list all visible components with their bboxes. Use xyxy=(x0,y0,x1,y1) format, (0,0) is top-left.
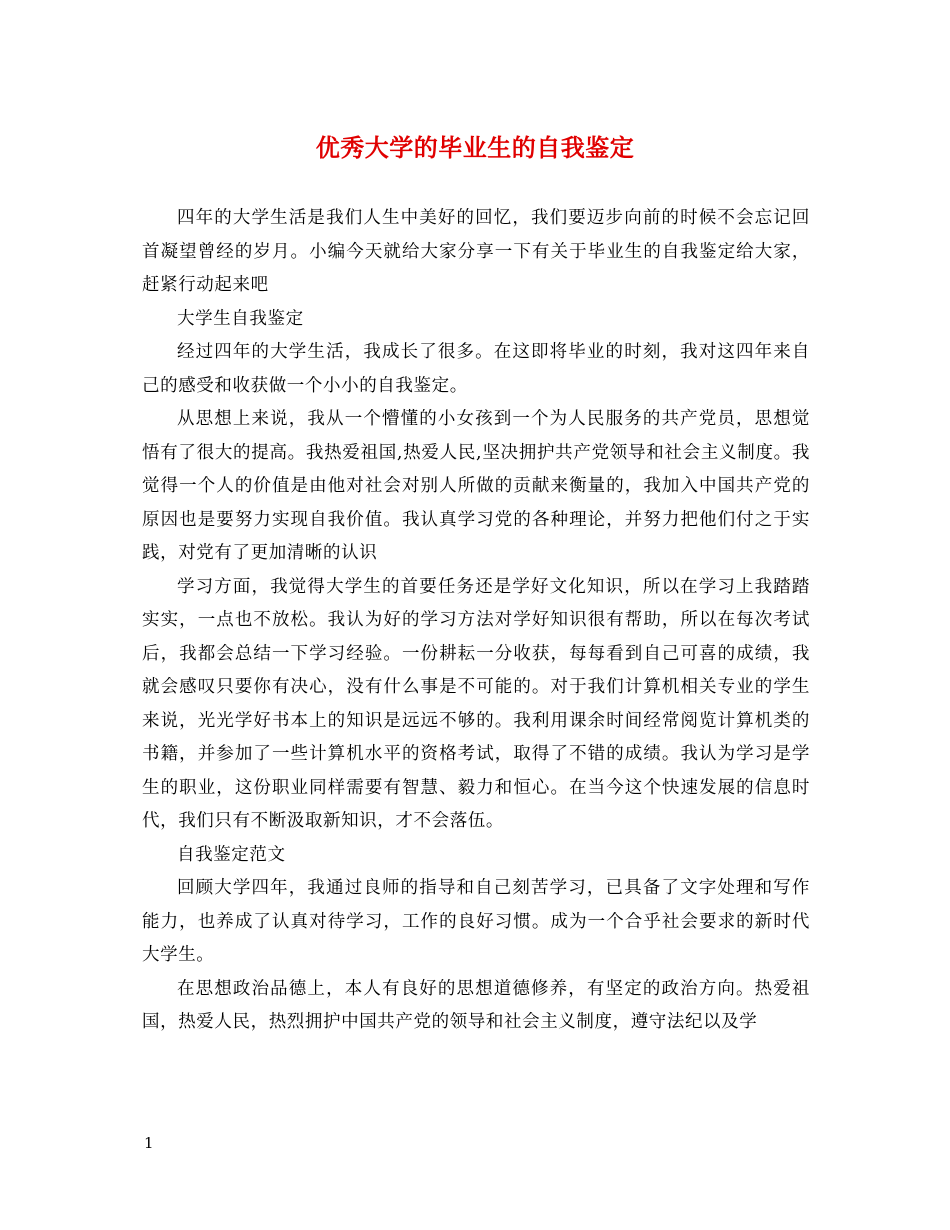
paragraph-review: 回顾大学四年，我通过良师的指导和自己刻苦学习，已具备了文字处理和写作能力，也养成了认真对待学习，工作的良好习惯。成为一个合乎社会要求的新时代大学生。 xyxy=(142,878,810,965)
paragraph-intro: 四年的大学生活是我们人生中美好的回忆，我们要迈步向前的时候不会忘记回首凝望曾经的岁月。小编今天就给大家分享一下有关于毕业生的自我鉴定给大家，赶紧行动起来吧 xyxy=(142,208,810,295)
paragraph-growth: 经过四年的大学生活，我成长了很多。在这即将毕业的时刻，我对这四年来自己的感受和收获做一个小小的自我鉴定。 xyxy=(142,342,810,396)
document-body xyxy=(142,202,810,1040)
section-heading-sample: 自我鉴定范文 xyxy=(177,844,286,865)
document-title: 优秀大学的毕业生的自我鉴定 xyxy=(315,133,635,162)
section-heading-self-appraisal: 大学生自我鉴定 xyxy=(177,308,304,329)
paragraph-ideology: 从思想上来说，我从一个懵懂的小女孩到一个为人民服务的共产党员，思想觉悟有了很大的提高。我热爱祖国,热爱人民,坚决拥护共产党领导和社会主义制度。我觉得一个人的价值是由他对社会对别人所做的贡献来衡量的，我加入中国共产党的原因也是要努力实现自我价值。我认真学习党的各种理论，并努力把他们付之于实践，对党有了更加清晰的认识 xyxy=(142,409,810,563)
page-number: 1 xyxy=(144,1134,154,1152)
paragraph-study: 学习方面，我觉得大学生的首要任务还是学好文化知识，所以在学习上我踏踏实实，一点也不放松。我认为好的学习方法对学好知识很有帮助，所以在每次考试后，我都会总结一下学习经验。一份耕耘一分收获，每每看到自己可喜的成绩，我就会感叹只要你有决心，没有什么事是不可能的。对于我们计算机相关专业的学生来说，光光学好书本上的知识是远远不够的。我利用课余时间经常阅览计算机类的书籍，并参加了一些计算机水平的资格考试，取得了不错的成绩。我认为学习是学生的职业，这份职业同样需要有智慧、毅力和恒心。在当今这个快速发展的信息时代，我们只有不断汲取新知识，才不会落伍。 xyxy=(142,576,810,831)
paragraph-political: 在思想政治品德上，本人有良好的思想道德修养，有坚定的政治方向。热爱祖国，热爱人民，热烈拥护中国共产党的领导和社会主义制度，遵守法纪以及学 xyxy=(142,978,810,1032)
